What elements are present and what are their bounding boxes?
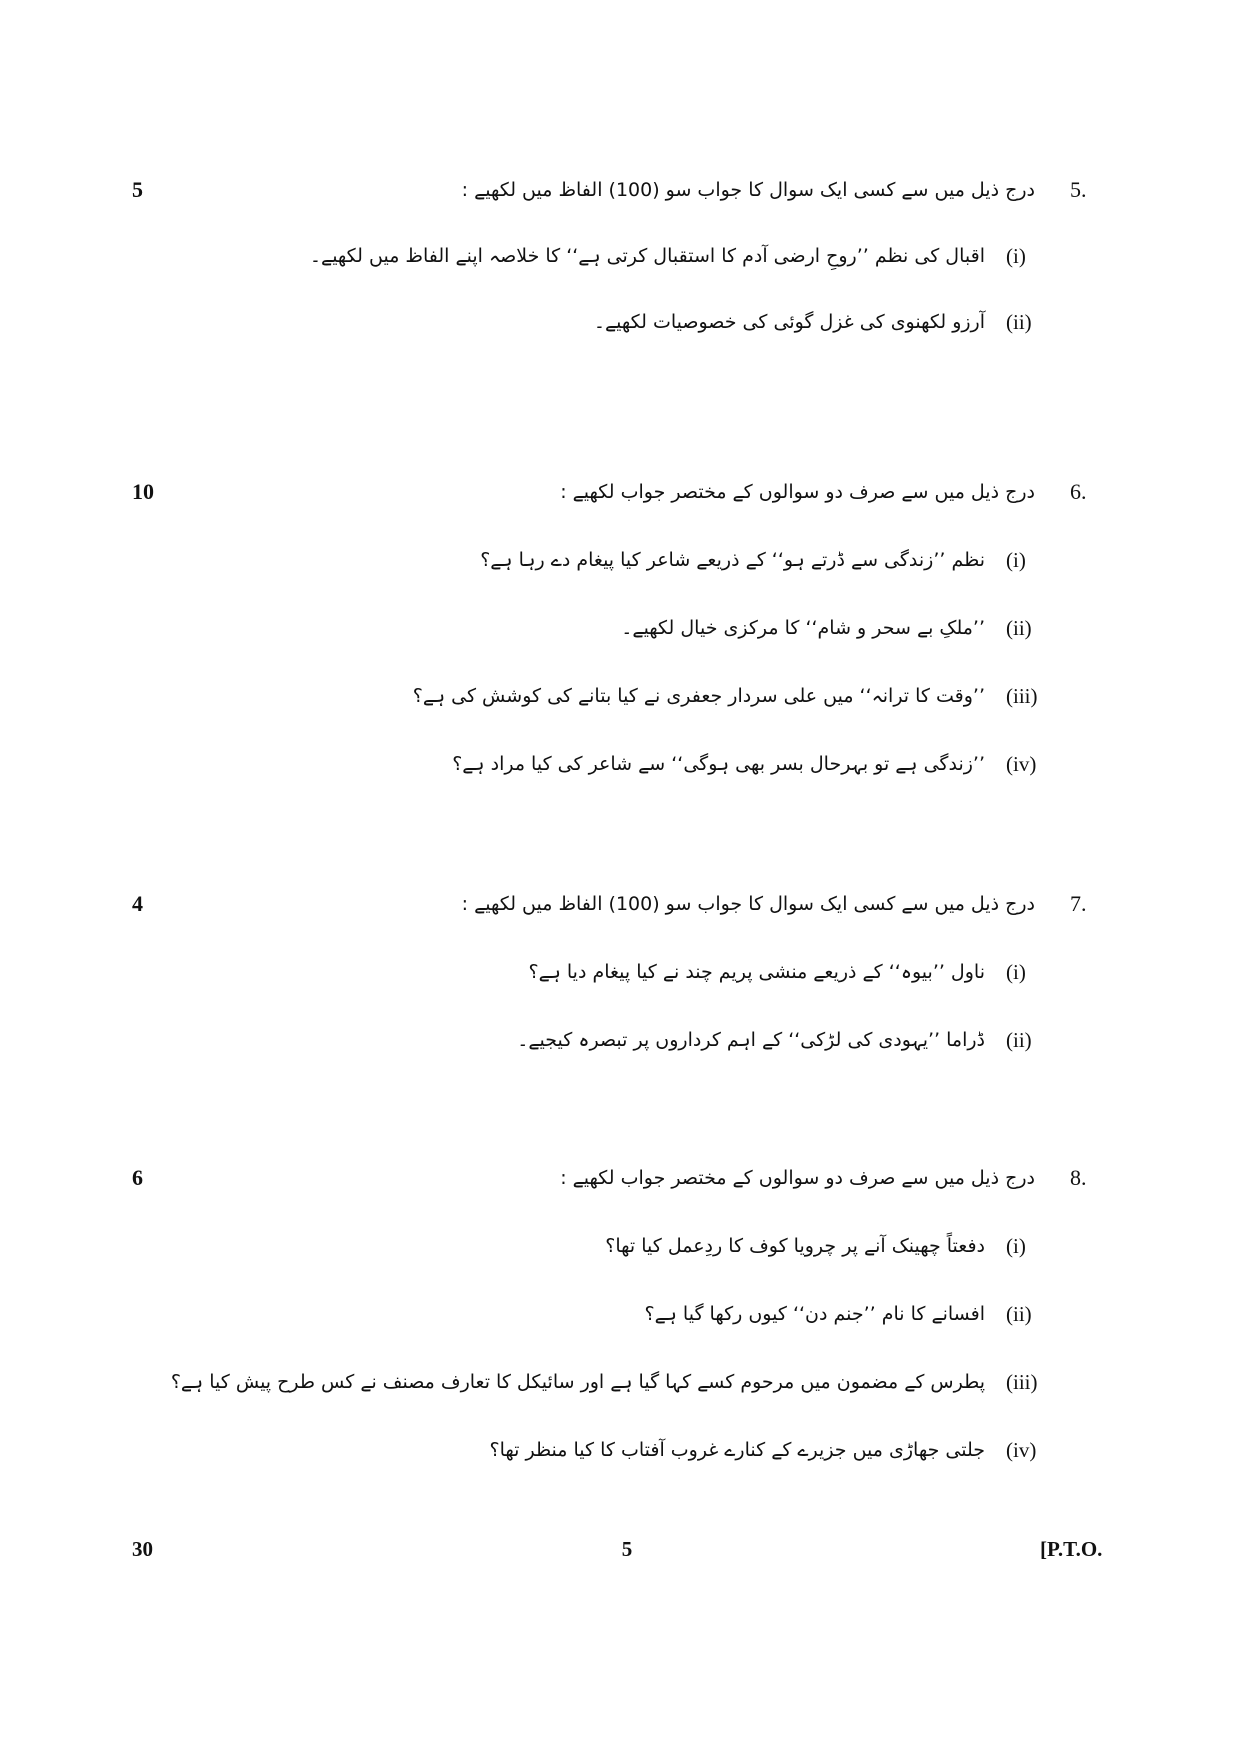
pto-label: [P.T.O. [1040,1537,1103,1561]
sub-question-text: ناول ’’بیوہ‘‘ کے ذریعے منشی پریم چند نے کیا پیغام دیا ہے؟ [528,961,985,983]
sub-question-number: (ii) [1006,1028,1032,1052]
question-number: 8. [1070,1165,1087,1190]
sub-question-number: (iv) [1006,752,1037,776]
sub-question-number: (i) [1006,244,1026,268]
sub-question-number: (i) [1006,1234,1026,1258]
sub-question-text: افسانے کا نام ’’جنم دن‘‘ کیوں رکھا گیا ہے؟ [644,1303,985,1325]
sub-question-number: (ii) [1006,616,1032,640]
sub-question-text: ڈراما ’’یہودی کی لڑکی‘‘ کے اہم کرداروں پر تبصرہ کیجیے۔ [517,1029,985,1051]
question-text: درج ذیل میں سے صرف دو سوالوں کے مختصر جواب لکھیے : [560,481,1035,503]
sub-question-number: (iv) [1006,1438,1037,1462]
sub-question-text: دفعتاً چھینک آنے پر چرویا کوف کا ردِعمل کیا تھا؟ [605,1235,985,1257]
sub-question-number: (iii) [1006,1370,1038,1394]
marks: 4 [132,891,143,916]
marks: 5 [132,177,143,202]
paper-code: 30 [132,1537,153,1561]
question-text: درج ذیل میں سے کسی ایک سوال کا جواب سو (100) الفاظ میں لکھیے : [461,179,1035,201]
sub-question-text: ’’وقت کا ترانہ‘‘ میں علی سردار جعفری نے کیا بتانے کی کوشش کی ہے؟ [412,685,985,707]
question-text: درج ذیل میں سے کسی ایک سوال کا جواب سو (100) الفاظ میں لکھیے : [461,893,1035,915]
marks: 10 [132,479,154,504]
question-text: درج ذیل میں سے صرف دو سوالوں کے مختصر جواب لکھیے : [560,1167,1035,1189]
question-number: 5. [1070,177,1087,202]
sub-question-number: (ii) [1006,310,1032,334]
sub-question-number: (i) [1006,548,1026,572]
question-number: 6. [1070,479,1087,504]
sub-question-text: آرزو لکھنوی کی غزل گوئی کی خصوصیات لکھیے۔ [593,311,985,333]
sub-question-text: پطرس کے مضمون میں مرحوم کسے کہا گیا ہے اور سائیکل کا تعارف مصنف نے کس طرح پیش کیا ہے؟ [170,1371,985,1393]
sub-question-text: ’’زندگی ہے تو بہرحال بسر بھی ہوگی‘‘ سے شاعر کی کیا مراد ہے؟ [452,753,985,775]
sub-question-text: جلتی جھاڑی میں جزیرے کے کنارے غروب آفتاب کا کیا منظر تھا؟ [489,1439,985,1461]
sub-question-number: (iii) [1006,684,1038,708]
sub-question-text: نظم ’’زندگی سے ڈرتے ہو‘‘ کے ذریعے شاعر کیا پیغام دے رہا ہے؟ [480,549,985,571]
marks: 6 [132,1165,143,1190]
sub-question-number: (ii) [1006,1302,1032,1326]
question-number: 7. [1070,891,1087,916]
page-number: 5 [621,1537,633,1561]
sub-question-text: ’’ملکِ بے سحر و شام‘‘ کا مرکزی خیال لکھیے۔ [621,617,985,639]
sub-question-number: (i) [1006,960,1026,984]
sub-question-text: اقبال کی نظم ’’روحِ ارضی آدم کا استقبال کرتی ہے‘‘ کا خلاصہ اپنے الفاظ میں لکھیے۔ [309,245,985,267]
